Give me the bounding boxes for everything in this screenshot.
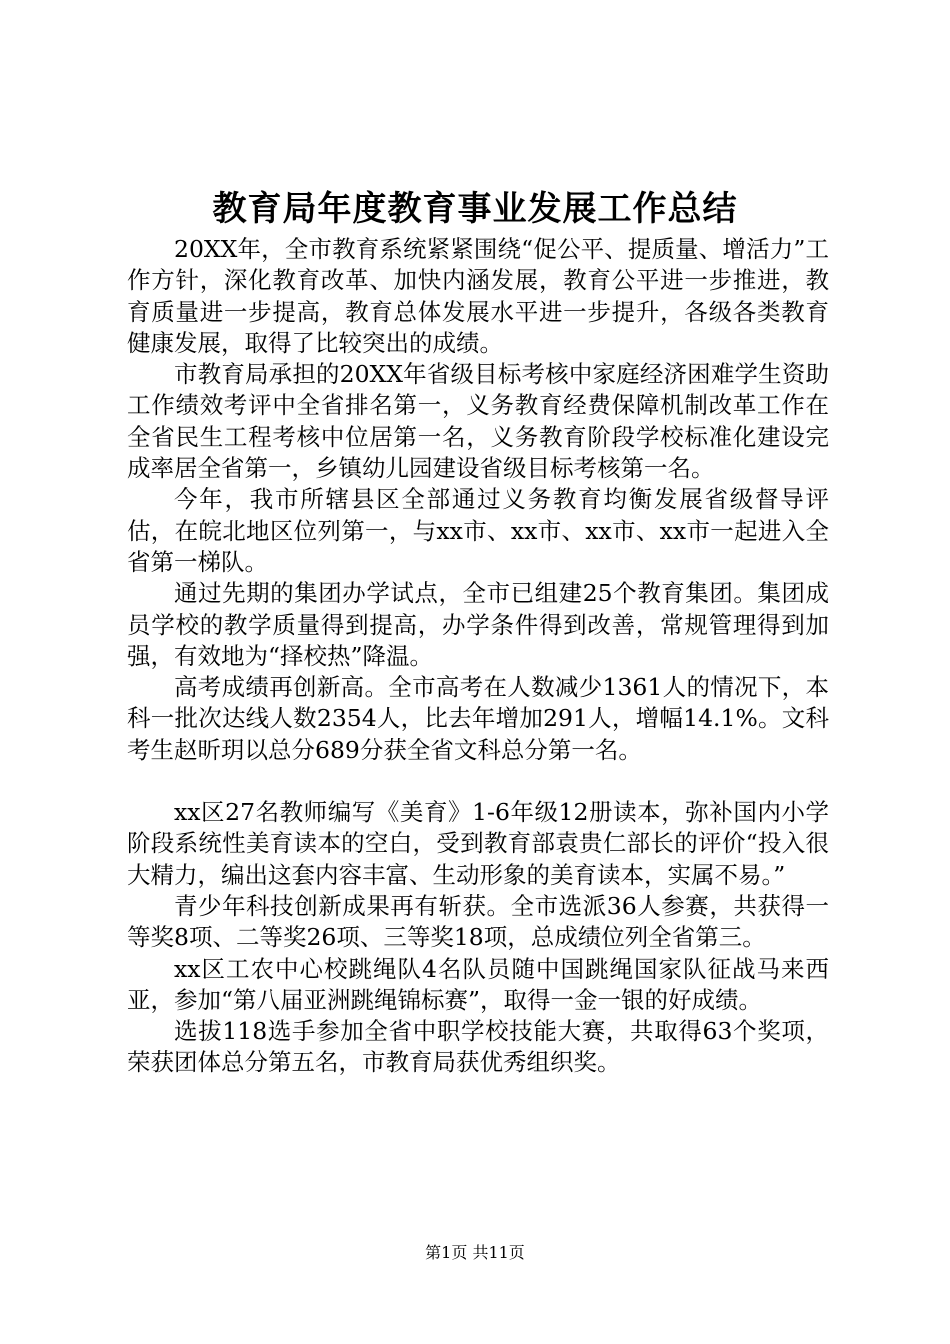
document-body	[127, 234, 829, 1079]
paragraph-9: 选拔118选手参加全省中职学校技能大赛，共取得63个奖项，荣获团体总分第五名，市教育局获优秀组织奖。	[127, 1017, 829, 1077]
paragraph-3: 今年，我市所辖县区全部通过义务教育均衡发展省级督导评估，在皖北地区位列第一，与xx市、xx市、xx市、xx市一起进入全省第一梯队。	[127, 485, 829, 576]
page-footer: 第1页 共11页	[425, 1243, 525, 1262]
paragraph-8: xx区工农中心校跳绳队4名队员随中国跳绳国家队征战马来西亚，参加“第八届亚洲跳绳锦标赛”，取得一金一银的好成绩。	[127, 954, 829, 1014]
document-title: 教育局年度教育事业发展工作总结	[212, 189, 738, 229]
paragraph-7: 青少年科技创新成果再有斩获。全市选派36人参赛，共获得一等奖8项、二等奖26项、三等奖18项，总成绩位列全省第三。	[127, 891, 829, 952]
paragraph-1: 20XX年，全市教育系统紧紧围绕“促公平、提质量、增活力”工作方针，深化教育改革、加快内涵发展，教育公平进一步推进，教育质量进一步提高，教育总体发展水平进一步提升，各级各类教育健康发展，取得了比较突出的成绩。	[127, 235, 829, 357]
paragraph-5: 高考成绩再创新高。全市高考在人数减少1361人的情况下，本科一批次达线人数2354人，比去年增加291人，增幅14.1%。文科考生赵昕玥以总分689分获全省文科总分第一名。	[127, 673, 829, 764]
paragraph-4: 通过先期的集团办学试点，全市已组建25个教育集团。集团成员学校的教学质量得到提高，办学条件得到改善，常规管理得到加强，有效地为“择校热”降温。	[127, 579, 829, 670]
paragraph-2: 市教育局承担的20XX年省级目标考核中家庭经济困难学生资助工作绩效考评中全省排名第一，义务教育经费保障机制改革工作在全省民生工程考核中位居第一名，义务教育阶段学校标准化建设完成率居全省第一，乡镇幼儿园建设省级目标考核第一名。	[127, 360, 829, 483]
paragraph-6: xx区27名教师编写《美育》1-6年级12册读本，弥补国内小学阶段系统性美育读本的空白，受到教育部袁贵仁部长的评价“投入很大精力，编出这套内容丰富、生动形象的美育读本，实属不易。”	[127, 798, 829, 889]
